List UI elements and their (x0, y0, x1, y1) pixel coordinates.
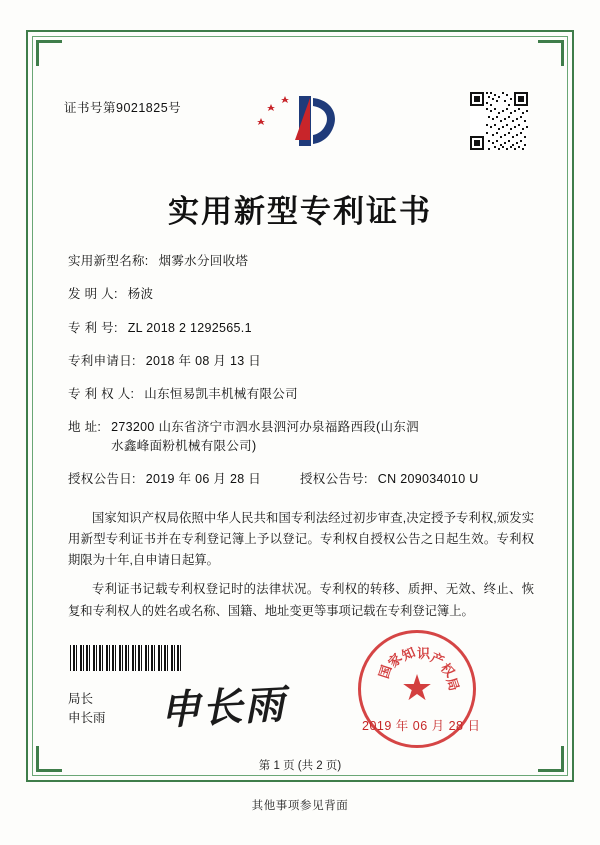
page-title: 实用新型专利证书 (168, 194, 432, 229)
handwritten-signature: 申长雨 (159, 681, 288, 734)
star-icon: ★ (400, 667, 434, 708)
barcode (70, 645, 182, 671)
address-line-2: 水鑫峰面粉机械有限公司) (111, 439, 257, 453)
grant-number-value: CN 209034010 U (377, 472, 479, 487)
field-value: 杨波 (127, 287, 154, 302)
field-row-application-date (68, 352, 532, 371)
page-number: 第 1 页 (共 2 页) (258, 760, 342, 772)
footer-note: 其他事项参见背面 (251, 800, 349, 812)
field-value: ZL 2018 2 1292565.1 (127, 320, 252, 335)
corner-ornament-top-right (538, 40, 564, 66)
field-row-inventor (68, 285, 532, 304)
corner-ornament-top-left (36, 40, 62, 66)
field-label: 发 明 人: (68, 287, 118, 302)
field-value: 2018 年 08 月 13 日 (145, 353, 262, 368)
field-value (111, 418, 419, 456)
paragraph-1: 国家知识产权局依照中华人民共和国专利法经过初步审查,决定授予专利权,颁发实用新型专利证书并在专利登记簿上予以登记。专利权自授权公告之日起生效。专利权期限为十年,自申请日起算。 (68, 511, 534, 568)
signature-title-line-2: 申长雨 (68, 711, 106, 726)
field-label: 专利申请日: (68, 353, 136, 368)
grant-date-label: 授权公告日: (68, 472, 136, 487)
field-row-patentee (68, 385, 532, 404)
field-row-patent-number (68, 319, 532, 338)
seal-text: 国 家 知 识 产 权 局 (376, 644, 462, 693)
cnipa-sail-logo-icon (255, 88, 345, 154)
field-label: 专 利 权 人: (68, 387, 135, 401)
address-line-1: 273200 山东省济宁市泗水县泗河办泉福路西段(山东泗 (111, 420, 419, 435)
field-row-address (68, 418, 532, 456)
grant-date-value: 2019 年 06 月 28 日 (145, 472, 262, 487)
field-value: 烟雾水分回收塔 (158, 254, 249, 268)
seal-date: 2019 年 06 月 28 日 (362, 719, 481, 733)
signature-title (68, 690, 106, 729)
field-list (68, 252, 532, 504)
field-label: 专 利 号: (68, 320, 118, 335)
qr-code-icon (470, 92, 528, 150)
field-label: 地 址: (68, 420, 102, 435)
signature-title-line-1: 局长 (68, 692, 94, 706)
certificate-number: 证书号第9021825号 (64, 101, 182, 115)
field-label: 实用新型名称: (68, 254, 149, 268)
field-row-grant-announcement (68, 470, 532, 489)
paragraph-2: 专利证书记载专利权登记时的法律状况。专利权的转移、质押、无效、终止、恢复和专利权人的姓名或名称、国籍、地址变更等事项记载在专利登记簿上。 (68, 582, 534, 618)
grant-number-label: 授权公告号: (300, 472, 368, 487)
field-value: 山东恒易凯丰机械有限公司 (144, 387, 298, 401)
legal-text-block (68, 508, 534, 630)
field-row-utility-model-name (68, 252, 532, 271)
